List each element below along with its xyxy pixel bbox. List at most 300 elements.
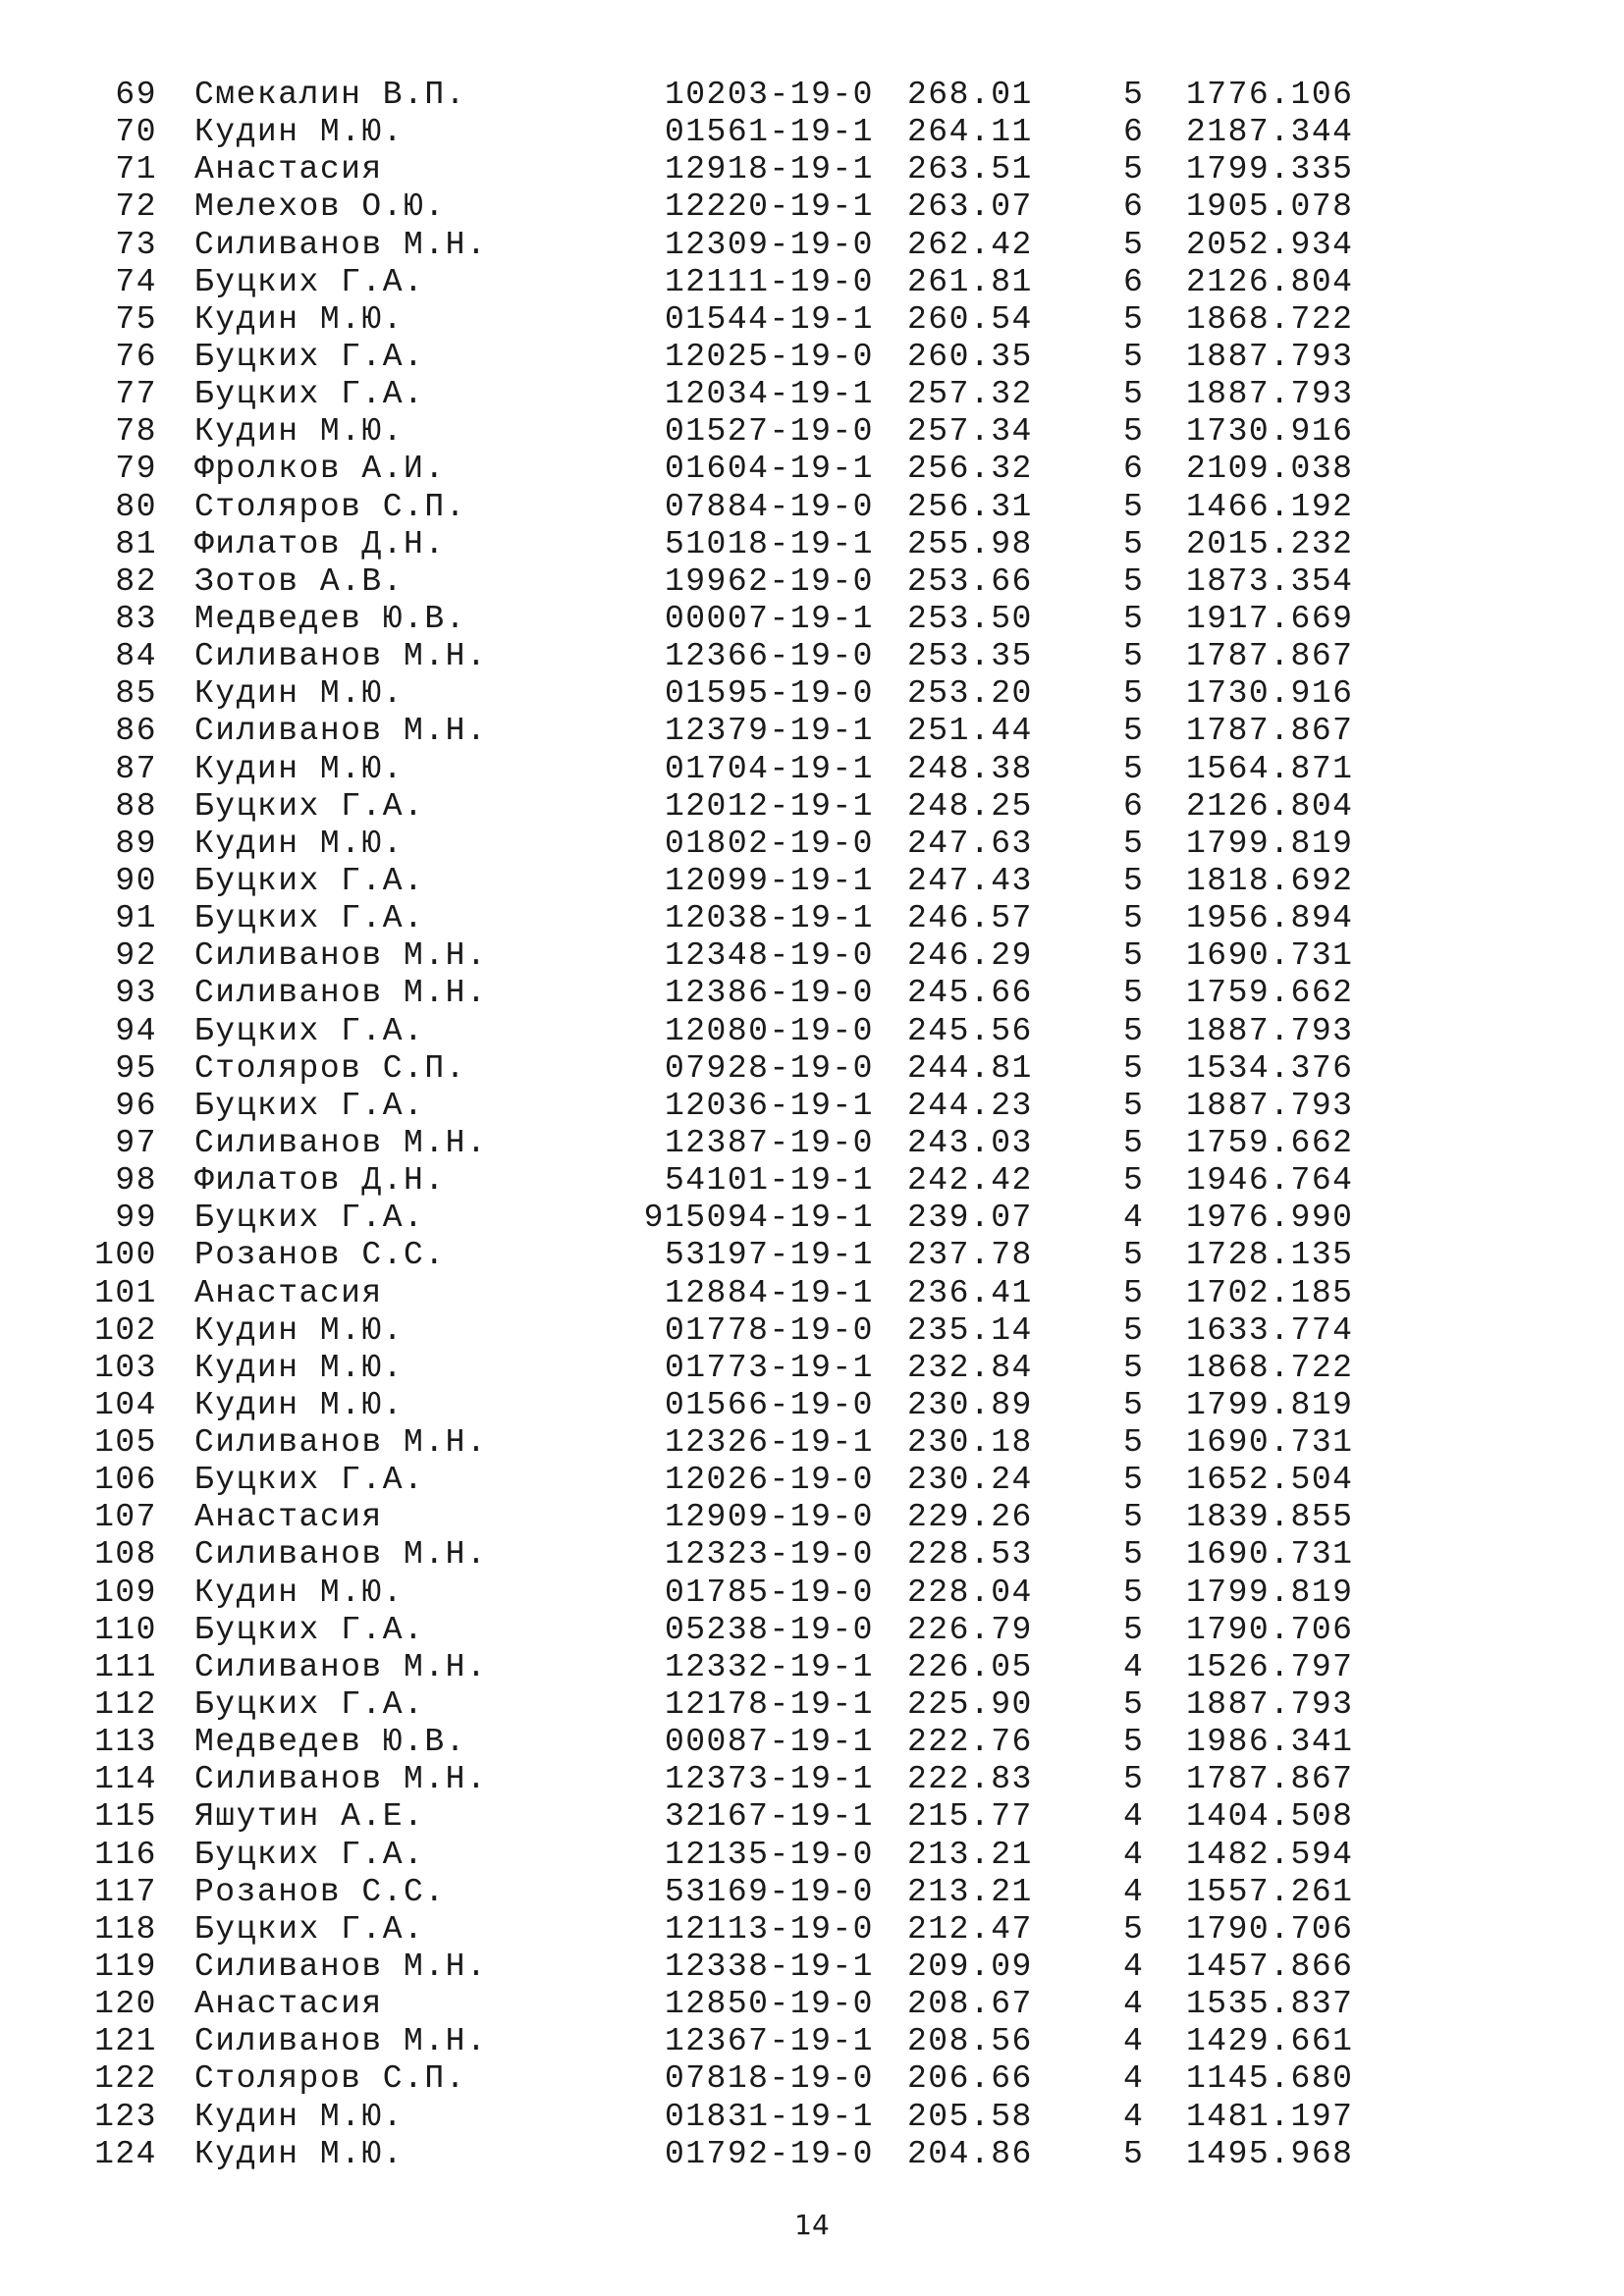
code-cell: 915094-19-1 (643, 1200, 874, 1237)
grade-cell: 5 (1123, 226, 1145, 263)
value-cell: 229.26 (907, 1499, 1033, 1536)
table-row (88, 1125, 1365, 1162)
grade-cell: 5 (1123, 413, 1145, 451)
name-cell: Силиванов М.Н. (194, 713, 488, 750)
table-row (88, 1575, 1365, 1612)
grade-cell: 5 (1123, 1761, 1145, 1798)
rank-cell: 86 (115, 713, 157, 750)
code-cell: 12366-19-0 (664, 638, 874, 675)
code-cell: 12220-19-1 (664, 188, 874, 226)
table-row (88, 2099, 1365, 2136)
grade-cell: 5 (1123, 1349, 1145, 1386)
score-cell: 1690.731 (1186, 1536, 1354, 1574)
table-row (88, 151, 1365, 188)
code-cell: 01773-19-1 (664, 1349, 874, 1386)
table-row (88, 1724, 1365, 1761)
name-cell: Анастасия (194, 1274, 383, 1311)
name-cell: Буцких Г.А. (194, 1200, 425, 1237)
score-cell: 1564.871 (1186, 750, 1354, 787)
value-cell: 226.79 (907, 1611, 1033, 1648)
rank-cell: 120 (94, 1986, 157, 2023)
score-cell: 1690.731 (1186, 1424, 1354, 1462)
score-cell: 1905.078 (1186, 188, 1354, 226)
table-row (88, 526, 1365, 563)
table-row (88, 900, 1365, 937)
name-cell: Силиванов М.Н. (194, 1124, 488, 1161)
name-cell: Розанов С.С. (194, 1237, 446, 1274)
score-cell: 1887.793 (1186, 1087, 1354, 1124)
score-cell: 1776.106 (1186, 77, 1354, 113)
table-row (88, 339, 1365, 376)
grade-cell: 4 (1123, 1798, 1145, 1836)
score-cell: 1728.135 (1186, 1237, 1354, 1274)
name-cell: Кудин М.Ю. (194, 1311, 405, 1349)
table-row (88, 376, 1365, 413)
code-cell: 12080-19-0 (664, 1012, 874, 1049)
grade-cell: 4 (1123, 1200, 1145, 1237)
rank-cell: 89 (115, 825, 157, 862)
name-cell: Кудин М.Ю. (194, 675, 405, 713)
grade-cell: 5 (1123, 1311, 1145, 1349)
name-cell: Зотов А.В. (194, 562, 405, 600)
value-cell: 256.32 (907, 451, 1033, 488)
code-cell: 01704-19-1 (664, 750, 874, 787)
name-cell: Силиванов М.Н. (194, 638, 488, 675)
code-cell: 12178-19-1 (664, 1686, 874, 1724)
grade-cell: 5 (1123, 151, 1145, 188)
name-cell: Буцких Г.А. (194, 1836, 425, 1873)
score-cell: 1887.793 (1186, 376, 1354, 413)
rank-cell: 94 (115, 1012, 157, 1049)
rank-cell: 106 (94, 1462, 157, 1499)
rank-cell: 75 (115, 300, 157, 338)
name-cell: Кудин М.Ю. (194, 114, 405, 151)
name-cell: Кудин М.Ю. (194, 413, 405, 451)
grade-cell: 5 (1123, 1124, 1145, 1161)
code-cell: 12379-19-1 (664, 713, 874, 750)
table-row (88, 451, 1365, 488)
table-row (88, 1013, 1365, 1050)
code-cell: 12326-19-1 (664, 1424, 874, 1462)
score-cell: 2015.232 (1186, 525, 1354, 562)
rank-cell: 113 (94, 1724, 157, 1761)
value-cell: 248.38 (907, 750, 1033, 787)
code-cell: 12338-19-1 (664, 1949, 874, 1986)
grade-cell: 4 (1123, 1648, 1145, 1685)
grade-cell: 5 (1123, 825, 1145, 862)
name-cell: Буцких Г.А. (194, 1462, 425, 1499)
code-cell: 12884-19-1 (664, 1274, 874, 1311)
value-cell: 263.51 (907, 151, 1033, 188)
value-cell: 208.67 (907, 1986, 1033, 2023)
code-cell: 10203-19-0 (664, 77, 874, 113)
value-cell: 260.35 (907, 338, 1033, 375)
grade-cell: 5 (1123, 638, 1145, 675)
code-cell: 01544-19-1 (664, 300, 874, 338)
table-row (88, 1499, 1365, 1536)
value-cell: 264.11 (907, 114, 1033, 151)
rank-cell: 78 (115, 413, 157, 451)
value-cell: 260.54 (907, 300, 1033, 338)
code-cell: 12135-19-0 (664, 1836, 874, 1873)
name-cell: Кудин М.Ю. (194, 2098, 405, 2135)
rank-cell: 83 (115, 600, 157, 637)
rank-cell: 80 (115, 488, 157, 525)
score-cell: 1730.916 (1186, 413, 1354, 451)
rank-cell: 124 (94, 2135, 157, 2172)
score-cell: 1887.793 (1186, 1012, 1354, 1049)
code-cell: 12012-19-1 (664, 787, 874, 825)
name-cell: Кудин М.Ю. (194, 750, 405, 787)
code-cell: 51018-19-1 (664, 525, 874, 562)
grade-cell: 5 (1123, 525, 1145, 562)
name-cell: Буцких Г.А. (194, 862, 425, 899)
name-cell: Анастасия (194, 1499, 383, 1536)
code-cell: 32167-19-1 (664, 1798, 874, 1836)
grade-cell: 5 (1123, 562, 1145, 600)
code-cell: 01802-19-0 (664, 825, 874, 862)
table-row (88, 1986, 1365, 2023)
value-cell: 247.63 (907, 825, 1033, 862)
grade-cell: 5 (1123, 713, 1145, 750)
grade-cell: 6 (1123, 263, 1145, 300)
score-cell: 1868.722 (1186, 1349, 1354, 1386)
value-cell: 225.90 (907, 1686, 1033, 1724)
name-cell: Медведев Ю.В. (194, 1724, 466, 1761)
value-cell: 253.66 (907, 562, 1033, 600)
table-row (88, 1798, 1365, 1836)
rank-cell: 103 (94, 1349, 157, 1386)
value-cell: 212.47 (907, 1910, 1033, 1948)
rank-cell: 107 (94, 1499, 157, 1536)
grade-cell: 6 (1123, 188, 1145, 226)
name-cell: Силиванов М.Н. (194, 975, 488, 1012)
score-cell: 1976.990 (1186, 1200, 1354, 1237)
rank-cell: 98 (115, 1162, 157, 1200)
table-row (88, 301, 1365, 339)
table-row (88, 1837, 1365, 1874)
value-cell: 205.58 (907, 2098, 1033, 2135)
table-row (88, 77, 1365, 114)
code-cell: 12099-19-1 (664, 862, 874, 899)
name-cell: Буцких Г.А. (194, 376, 425, 413)
score-cell: 1557.261 (1186, 1873, 1354, 1910)
score-cell: 1799.819 (1186, 825, 1354, 862)
code-cell: 07928-19-0 (664, 1049, 874, 1087)
grade-cell: 5 (1123, 1611, 1145, 1648)
score-cell: 1404.508 (1186, 1798, 1354, 1836)
score-cell: 1690.731 (1186, 937, 1354, 975)
score-cell: 1839.855 (1186, 1499, 1354, 1536)
table-row (88, 114, 1365, 151)
grade-cell: 6 (1123, 787, 1145, 825)
score-cell: 1534.376 (1186, 1049, 1354, 1087)
score-cell: 1946.764 (1186, 1162, 1354, 1200)
score-cell: 1887.793 (1186, 338, 1354, 375)
score-cell: 1956.894 (1186, 900, 1354, 937)
name-cell: Филатов Д.Н. (194, 1162, 446, 1200)
value-cell: 215.77 (907, 1798, 1033, 1836)
grade-cell: 5 (1123, 376, 1145, 413)
code-cell: 05238-19-0 (664, 1611, 874, 1648)
rank-cell: 73 (115, 226, 157, 263)
table-row (88, 826, 1365, 863)
value-cell: 253.50 (907, 600, 1033, 637)
score-cell: 1759.662 (1186, 975, 1354, 1012)
name-cell: Столяров С.П. (194, 2060, 466, 2098)
code-cell: 12850-19-0 (664, 1986, 874, 2023)
score-cell: 1730.916 (1186, 675, 1354, 713)
value-cell: 230.89 (907, 1386, 1033, 1423)
table-row (88, 264, 1365, 301)
name-cell: Буцких Г.А. (194, 338, 425, 375)
score-cell: 2126.804 (1186, 787, 1354, 825)
grade-cell: 5 (1123, 1049, 1145, 1087)
table-row (88, 675, 1365, 713)
code-cell: 12332-19-1 (664, 1648, 874, 1685)
rank-cell: 121 (94, 2023, 157, 2060)
value-cell: 239.07 (907, 1200, 1033, 1237)
name-cell: Фролков А.И. (194, 451, 446, 488)
grade-cell: 5 (1123, 488, 1145, 525)
value-cell: 235.14 (907, 1311, 1033, 1349)
name-cell: Буцких Г.А. (194, 1910, 425, 1948)
results-table (88, 77, 1365, 2173)
rank-cell: 91 (115, 900, 157, 937)
name-cell: Силиванов М.Н. (194, 1424, 488, 1462)
value-cell: 246.57 (907, 900, 1033, 937)
rank-cell: 102 (94, 1311, 157, 1349)
grade-cell: 5 (1123, 1724, 1145, 1761)
table-row (88, 1050, 1365, 1088)
value-cell: 243.03 (907, 1124, 1033, 1161)
grade-cell: 5 (1123, 675, 1145, 713)
score-cell: 1799.335 (1186, 151, 1354, 188)
value-cell: 244.81 (907, 1049, 1033, 1087)
grade-cell: 5 (1123, 1274, 1145, 1311)
table-row (88, 975, 1365, 1012)
value-cell: 255.98 (907, 525, 1033, 562)
grade-cell: 5 (1123, 2135, 1145, 2172)
code-cell: 12038-19-1 (664, 900, 874, 937)
name-cell: Мелехов О.Ю. (194, 188, 446, 226)
grade-cell: 5 (1123, 1910, 1145, 1948)
value-cell: 226.05 (907, 1648, 1033, 1685)
name-cell: Силиванов М.Н. (194, 226, 488, 263)
value-cell: 206.66 (907, 2060, 1033, 2098)
value-cell: 245.56 (907, 1012, 1033, 1049)
grade-cell: 4 (1123, 2098, 1145, 2135)
grade-cell: 6 (1123, 451, 1145, 488)
value-cell: 257.32 (907, 376, 1033, 413)
grade-cell: 4 (1123, 1836, 1145, 1873)
code-cell: 12113-19-0 (664, 1910, 874, 1948)
code-cell: 53197-19-1 (664, 1237, 874, 1274)
code-cell: 01595-19-0 (664, 675, 874, 713)
grade-cell: 5 (1123, 900, 1145, 937)
rank-cell: 97 (115, 1124, 157, 1161)
code-cell: 12034-19-1 (664, 376, 874, 413)
name-cell: Медведев Ю.В. (194, 600, 466, 637)
score-cell: 1526.797 (1186, 1648, 1354, 1685)
score-cell: 1917.669 (1186, 600, 1354, 637)
value-cell: 251.44 (907, 713, 1033, 750)
rank-cell: 92 (115, 937, 157, 975)
table-row (88, 788, 1365, 826)
table-row (88, 863, 1365, 900)
value-cell: 261.81 (907, 263, 1033, 300)
score-cell: 1868.722 (1186, 300, 1354, 338)
rank-cell: 99 (115, 1200, 157, 1237)
name-cell: Столяров С.П. (194, 488, 466, 525)
rank-cell: 87 (115, 750, 157, 787)
value-cell: 256.31 (907, 488, 1033, 525)
grade-cell: 5 (1123, 975, 1145, 1012)
rank-cell: 82 (115, 562, 157, 600)
grade-cell: 5 (1123, 1424, 1145, 1462)
score-cell: 1787.867 (1186, 638, 1354, 675)
code-cell: 01604-19-1 (664, 451, 874, 488)
rank-cell: 70 (115, 114, 157, 151)
score-cell: 1633.774 (1186, 1311, 1354, 1349)
code-cell: 12111-19-0 (664, 263, 874, 300)
table-row (88, 1162, 1365, 1200)
code-cell: 12918-19-1 (664, 151, 874, 188)
grade-cell: 5 (1123, 750, 1145, 787)
code-cell: 00087-19-1 (664, 1724, 874, 1761)
score-cell: 1986.341 (1186, 1724, 1354, 1761)
code-cell: 01527-19-0 (664, 413, 874, 451)
name-cell: Силиванов М.Н. (194, 1761, 488, 1798)
grade-cell: 5 (1123, 1087, 1145, 1124)
score-cell: 1535.837 (1186, 1986, 1354, 2023)
name-cell: Кудин М.Ю. (194, 1349, 405, 1386)
grade-cell: 4 (1123, 2023, 1145, 2060)
code-cell: 12036-19-1 (664, 1087, 874, 1124)
value-cell: 209.09 (907, 1949, 1033, 1986)
score-cell: 1818.692 (1186, 862, 1354, 899)
value-cell: 237.78 (907, 1237, 1033, 1274)
score-cell: 2052.934 (1186, 226, 1354, 263)
table-row (88, 2023, 1365, 2060)
code-cell: 54101-19-1 (664, 1162, 874, 1200)
rank-cell: 76 (115, 338, 157, 375)
rank-cell: 69 (115, 77, 157, 113)
grade-cell: 6 (1123, 114, 1145, 151)
rank-cell: 71 (115, 151, 157, 188)
score-cell: 1887.793 (1186, 1686, 1354, 1724)
rank-cell: 88 (115, 787, 157, 825)
rank-cell: 108 (94, 1536, 157, 1574)
name-cell: Силиванов М.Н. (194, 2023, 488, 2060)
table-row (88, 1949, 1365, 1986)
code-cell: 01566-19-0 (664, 1386, 874, 1423)
table-row (88, 1424, 1365, 1462)
rank-cell: 95 (115, 1049, 157, 1087)
grade-cell: 5 (1123, 1686, 1145, 1724)
rank-cell: 72 (115, 188, 157, 226)
table-row (88, 1275, 1365, 1312)
score-cell: 1790.706 (1186, 1910, 1354, 1948)
grade-cell: 5 (1123, 1386, 1145, 1423)
table-row (88, 188, 1365, 226)
grade-cell: 5 (1123, 1162, 1145, 1200)
name-cell: Кудин М.Ю. (194, 1386, 405, 1423)
score-cell: 1787.867 (1186, 713, 1354, 750)
value-cell: 232.84 (907, 1349, 1033, 1386)
grade-cell: 5 (1123, 1462, 1145, 1499)
grade-cell: 5 (1123, 1536, 1145, 1574)
code-cell: 01831-19-1 (664, 2098, 874, 2135)
value-cell: 263.07 (907, 188, 1033, 226)
name-cell: Силиванов М.Н. (194, 1536, 488, 1574)
code-cell: 12373-19-1 (664, 1761, 874, 1798)
grade-cell: 5 (1123, 1237, 1145, 1274)
score-cell: 1787.867 (1186, 1761, 1354, 1798)
name-cell: Буцких Г.А. (194, 263, 425, 300)
grade-cell: 5 (1123, 600, 1145, 637)
value-cell: 228.53 (907, 1536, 1033, 1574)
value-cell: 253.35 (907, 638, 1033, 675)
page-number: 14 (794, 2209, 830, 2241)
name-cell: Буцких Г.А. (194, 1087, 425, 1124)
grade-cell: 4 (1123, 1949, 1145, 1986)
grade-cell: 5 (1123, 1574, 1145, 1611)
table-row (88, 489, 1365, 526)
code-cell: 07818-19-0 (664, 2060, 874, 2098)
name-cell: Силиванов М.Н. (194, 1648, 488, 1685)
value-cell: 244.23 (907, 1087, 1033, 1124)
table-row (88, 1200, 1365, 1237)
score-cell: 1873.354 (1186, 562, 1354, 600)
name-cell: Буцких Г.А. (194, 1012, 425, 1049)
value-cell: 253.20 (907, 675, 1033, 713)
name-cell: Смекалин В.П. (194, 77, 466, 113)
code-cell: 12387-19-0 (664, 1124, 874, 1161)
name-cell: Силиванов М.Н. (194, 937, 488, 975)
score-cell: 1457.866 (1186, 1949, 1354, 1986)
code-cell: 07884-19-0 (664, 488, 874, 525)
code-cell: 12026-19-0 (664, 1462, 874, 1499)
code-cell: 00007-19-1 (664, 600, 874, 637)
score-cell: 1429.661 (1186, 2023, 1354, 2060)
score-cell: 1799.819 (1186, 1386, 1354, 1423)
table-row (88, 1312, 1365, 1350)
code-cell: 01792-19-0 (664, 2135, 874, 2172)
value-cell: 213.21 (907, 1873, 1033, 1910)
table-row (88, 713, 1365, 750)
table-row (88, 2136, 1365, 2173)
rank-cell: 123 (94, 2098, 157, 2135)
table-row (88, 1387, 1365, 1424)
score-cell: 2126.804 (1186, 263, 1354, 300)
score-cell: 1652.504 (1186, 1462, 1354, 1499)
rank-cell: 110 (94, 1611, 157, 1648)
value-cell: 268.01 (907, 77, 1033, 113)
table-row (88, 1686, 1365, 1724)
name-cell: Столяров С.П. (194, 1049, 466, 1087)
value-cell: 228.04 (907, 1574, 1033, 1611)
grade-cell: 5 (1123, 338, 1145, 375)
table-row (88, 751, 1365, 788)
rank-cell: 84 (115, 638, 157, 675)
grade-cell: 5 (1123, 300, 1145, 338)
rank-cell: 118 (94, 1910, 157, 1948)
table-row (88, 1911, 1365, 1949)
table-row (88, 1237, 1365, 1274)
grade-cell: 5 (1123, 862, 1145, 899)
score-cell: 2109.038 (1186, 451, 1354, 488)
